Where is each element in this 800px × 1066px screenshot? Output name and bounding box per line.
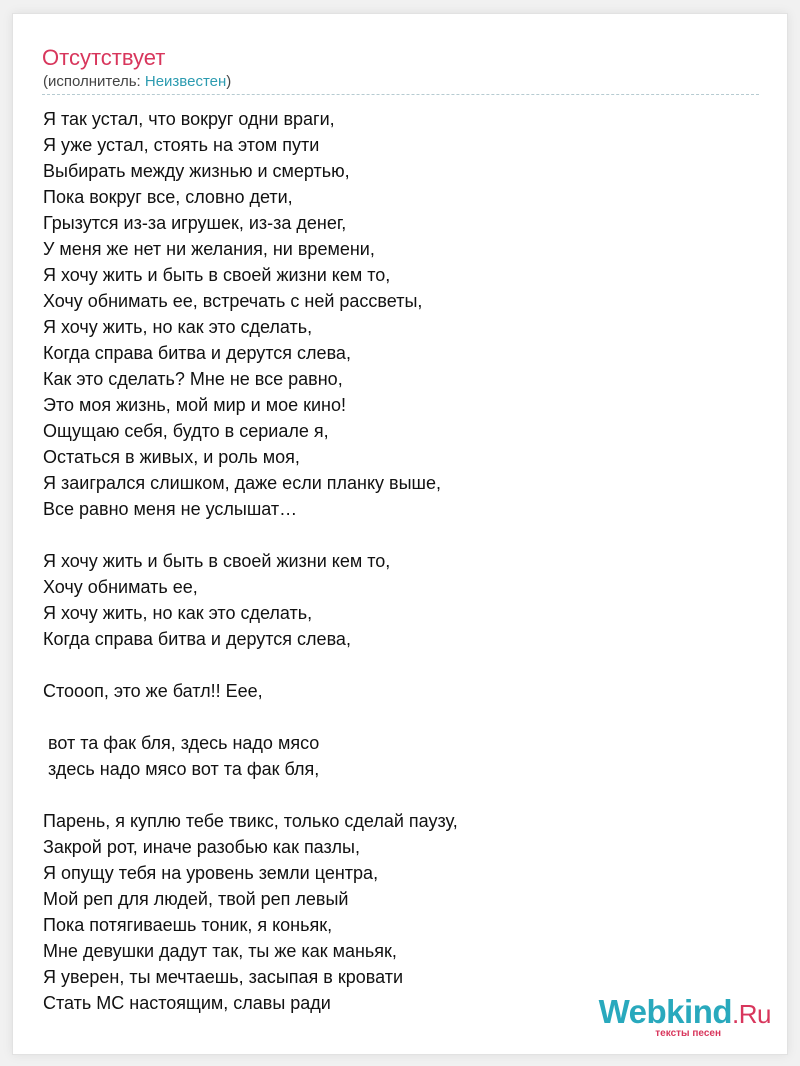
lyric-line: Остаться в живых, и роль моя, [43,447,300,467]
lyric-line: Парень, я куплю тебе твикс, только сделай паузу, [43,811,458,831]
lyric-line: Мне девушки дадут так, ты же как маньяк, [43,941,397,961]
lyric-line: Я опущу тебя на уровень земли центра, [43,863,379,883]
logo-wordmark [599,994,771,1032]
lyric-line: Я уже устал, стоять на этом пути [43,135,320,155]
lyric-line: Все равно меня не услышат… [43,499,298,519]
lyric-line: Пока вокруг все, словно дети, [43,187,293,207]
song-title: Отсутствует [42,45,166,70]
lyric-line: Выбирать между жизнью и смертью, [43,161,350,181]
logo-tagline: тексты песен [655,1028,721,1039]
lyric-blank-line [43,782,743,808]
logo-main-text: Webkind [598,993,733,1030]
lyric-line: Хочу обнимать ее, [43,577,198,597]
lyric-line: Ощущаю себя, будто в сериале я, [43,421,329,441]
lyric-line: Мой реп для людей, твой реп левый [43,889,349,909]
lyric-line: Я хочу жить и быть в своей жизни кем то, [43,265,391,285]
lyric-line: Когда справа битва и дерутся слева, [43,629,351,649]
artist-line [43,73,231,91]
lyric-line: Как это сделать? Мне не все равно, [43,369,343,389]
lyric-line: Я хочу жить и быть в своей жизни кем то, [43,551,391,571]
artist-suffix: ) [226,73,232,90]
lyric-line: Я хочу жить, но как это сделать, [43,317,313,337]
lyric-line: Когда справа битва и дерутся слева, [43,343,351,363]
site-logo[interactable] [581,994,771,1042]
lyric-line: Закрой рот, иначе разобью как пазлы, [43,837,360,857]
lyric-line: Я уверен, ты мечтаешь, засыпая в кровати [43,967,404,987]
lyric-line: Я заигрался слишком, даже если планку выше, [43,473,441,493]
lyric-line: У меня же нет ни желания, ни времени, [43,239,375,259]
lyric-line: Я хочу жить, но как это сделать, [43,603,313,623]
lyrics-text [43,106,743,1016]
lyric-line: Грызутся из-за игрушек, из-за денег, [43,213,347,233]
logo-domain-suffix: .Ru [732,999,771,1029]
lyrics-sheet [12,13,788,1055]
lyric-line: Стать МС настоящим, славы ради [43,993,331,1013]
lyric-line: здесь надо мясо вот та фак бля, [43,759,320,779]
artist-prefix: (исполнитель: [43,73,145,90]
lyric-blank-line [43,704,743,730]
lyric-line: Пока потягиваешь тоник, я коньяк, [43,915,333,935]
lyric-blank-line [43,652,743,678]
title-divider [42,94,759,95]
lyric-line: Стоооп, это же батл!! Еее, [43,681,263,701]
lyric-blank-line [43,522,743,548]
artist-link[interactable]: Неизвестен [144,73,227,90]
lyric-line: Это моя жизнь, мой мир и мое кино! [43,395,347,415]
lyric-line: Хочу обнимать ее, встречать с ней рассветы, [43,291,423,311]
lyric-line: вот та фак бля, здесь надо мясо [43,733,320,753]
lyric-line: Я так устал, что вокруг одни враги, [43,109,335,129]
